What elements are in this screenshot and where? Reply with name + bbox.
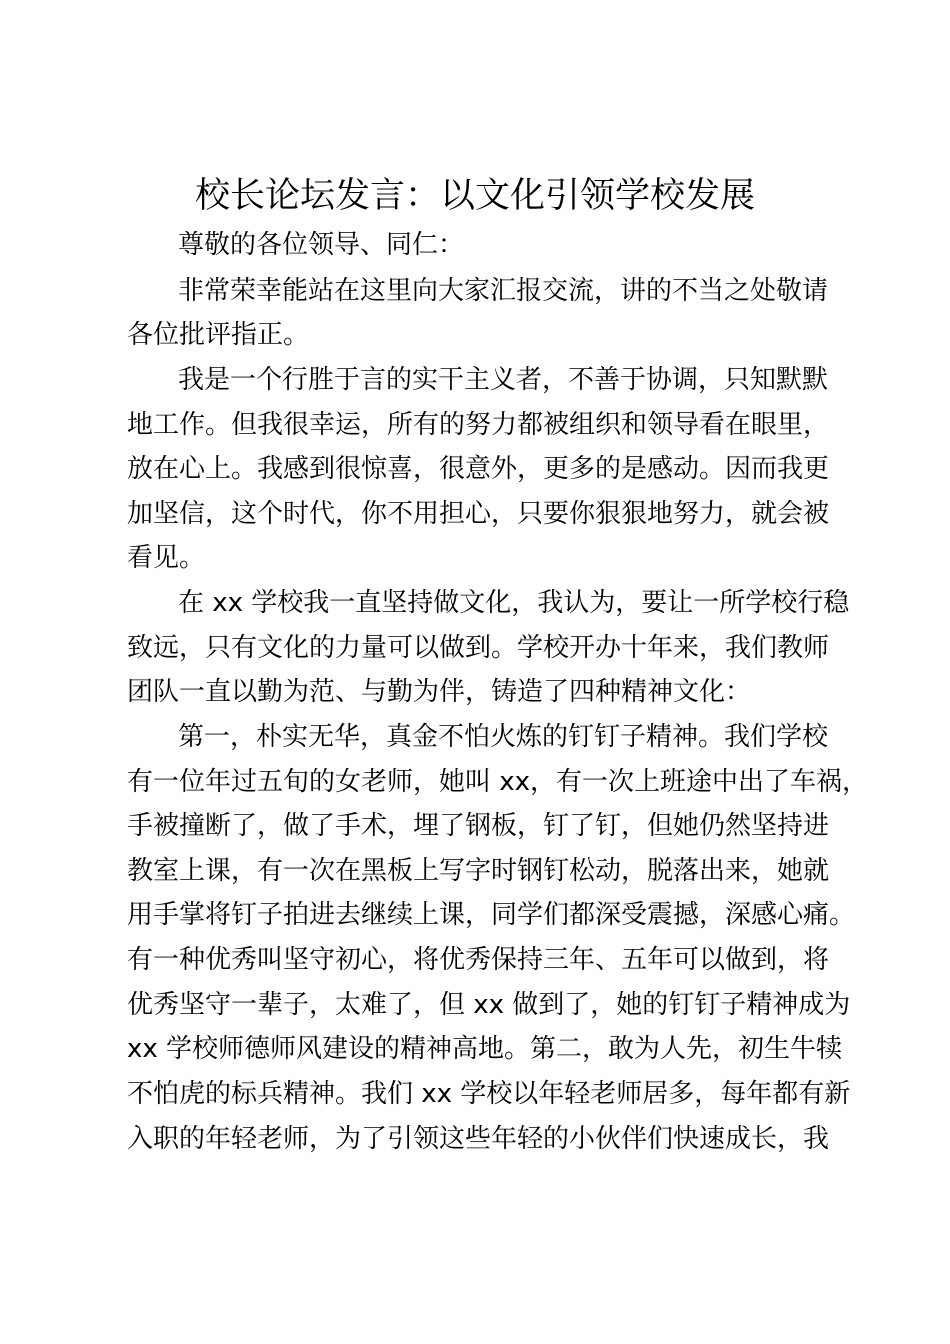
paragraph-line: 非常荣幸能站在这里向大家汇报交流，讲的不当之处敬请 [178, 276, 829, 306]
paragraph-line: 有一种优秀叫坚守初心，将优秀保持三年、五年可以做到，将 [127, 945, 830, 975]
paragraph-line: 各位批评指正。 [127, 320, 310, 350]
paragraph-line: 第一，朴实无华，真金不怕火炼的钉钉子精神。我们学校 [178, 722, 829, 752]
document-title: 校长论坛发言：以文化引领学校发展 [194, 176, 755, 216]
paragraph-line: 地工作。但我很幸运，所有的努力都被组织和领导看在眼里， [127, 410, 830, 440]
paragraph-line: 用手掌将钉子拍进去继续上课，同学们都深受震撼，深感心痛。 [127, 900, 856, 930]
paragraph-line: 放在心上。我感到很惊喜，很意外，更多的是感动。因而我更 [127, 454, 830, 484]
paragraph-line: 看见。 [127, 543, 206, 573]
paragraph-line: 手被撞断了，做了手术，埋了钢板，钉了钉，但她仍然坚持进 [127, 811, 830, 841]
paragraph-line: xx 学校师德师风建设的精神高地。第二，敢为人先，初生牛犊 [127, 1034, 843, 1064]
paragraph-line: 不怕虎的标兵精神。我们 xx 学校以年轻老师居多，每年都有新 [127, 1079, 851, 1109]
paragraph-line: 加坚信，这个时代，你不用担心，只要你狠狠地努力，就会被 [127, 499, 830, 529]
paragraph-line: 入职的年轻老师，为了引领这些年轻的小伙伴们快速成长，我 [127, 1124, 830, 1154]
salutation-line: 尊敬的各位领导、同仁： [178, 230, 465, 260]
paragraph-line: 致远，只有文化的力量可以做到。学校开办十年来，我们教师 [127, 633, 830, 663]
paragraph-line: 教室上课，有一次在黑板上写字时钢钉松动，脱落出来，她就 [127, 856, 830, 886]
paragraph-line: 有一位年过五旬的女老师，她叫 xx，有一次上班途中出了车祸， [127, 767, 869, 797]
paragraph-line: 团队一直以勤为范、与勤为伴，铸造了四种精神文化： [127, 677, 752, 707]
paragraph-line: 在 xx 学校我一直坚持做文化，我认为，要让一所学校行稳 [178, 588, 850, 618]
paragraph-line: 我是一个行胜于言的实干主义者，不善于协调，只知默默 [178, 365, 829, 395]
paragraph-line: 优秀坚守一辈子，太难了，但 xx 做到了，她的钉钉子精神成为 [127, 990, 851, 1020]
